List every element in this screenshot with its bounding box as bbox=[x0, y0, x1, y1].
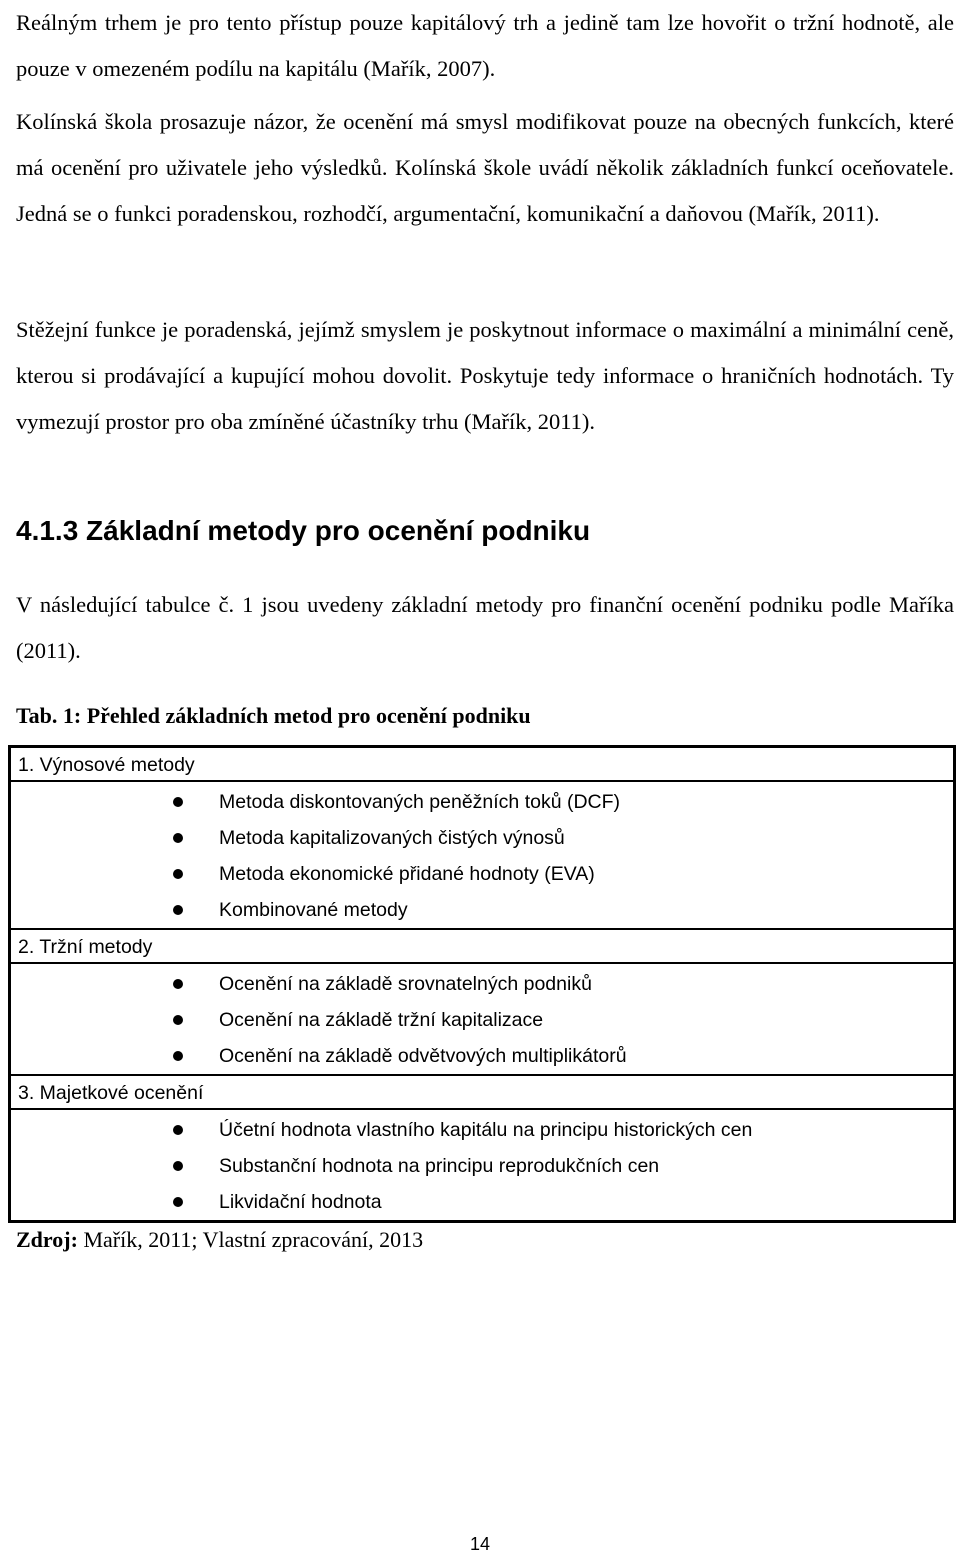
paragraph-table-intro: V následující tabulce č. 1 jsou uvedeny základní metody pro finanční ocenění podniku podle Maříka (2011). bbox=[16, 592, 954, 663]
table-group-header: 1. Výnosové metody bbox=[11, 748, 953, 782]
list-item bbox=[11, 966, 953, 1002]
bullet-icon bbox=[173, 979, 183, 989]
table-source bbox=[16, 1223, 423, 1257]
section-heading: 4.1.3 Základní metody pro ocenění podniku bbox=[16, 515, 591, 546]
bullet-icon bbox=[173, 905, 183, 915]
bullet-icon bbox=[173, 1015, 183, 1025]
list-item-label: Metoda ekonomické přidané hodnoty (EVA) bbox=[219, 863, 595, 885]
bullet-icon bbox=[173, 833, 183, 843]
paragraph-cologne-school: Kolínská škola prosazuje názor, že ocenění má smysl modifikovat pouze na obecných funkcích, které má ocenění pro uživatele jeho výsledků. Kolínská škole uvádí několik základních funkcí oceňovatele. Jedná se o funkci poradenskou, rozhodčí, argumentační, komunikační a daňovou (Mařík, 2011). bbox=[16, 109, 954, 226]
bullet-icon bbox=[173, 1125, 183, 1135]
table-group-body bbox=[11, 966, 953, 1076]
paragraph-capital-market: Reálným trhem je pro tento přístup pouze kapitálový trh a jedině tam lze hovořit o tržní hodnotě, ale pouze v omezeném podílu na kapitálu (Mařík, 2007). bbox=[16, 10, 954, 81]
bullet-icon bbox=[173, 1051, 183, 1061]
list-item bbox=[11, 784, 953, 820]
list-item bbox=[11, 1002, 953, 1038]
table-group-header: 2. Tržní metody bbox=[11, 930, 953, 964]
paragraph-advisory-function: Stěžejní funkce je poradenská, jejímž smyslem je poskytnout informace o maximální a minimální ceně, kterou si prodávající a kupující mohou dovolit. Poskytuje tedy informace o hraničních hodnotách. Ty vymezují prostor pro oba zmíněné účastníky trhu (Mařík, 2011). bbox=[16, 317, 954, 434]
table-group-body bbox=[11, 1112, 953, 1220]
list-item-label: Likvidační hodnota bbox=[219, 1191, 382, 1213]
table-caption: Tab. 1: Přehled základních metod pro ocenění podniku bbox=[16, 703, 531, 728]
list-item-label: Substanční hodnota na principu reprodukčních cen bbox=[219, 1155, 660, 1177]
list-item bbox=[11, 1148, 953, 1184]
list-item-label: Kombinované metody bbox=[219, 899, 408, 921]
page-number: 14 bbox=[469, 1534, 491, 1554]
list-item-label: Ocenění na základě odvětvových multiplikátorů bbox=[219, 1045, 627, 1067]
bullet-icon bbox=[173, 1197, 183, 1207]
bullet-icon bbox=[173, 797, 183, 807]
table-group-body bbox=[11, 784, 953, 930]
list-item bbox=[11, 1112, 953, 1148]
list-item bbox=[11, 892, 953, 928]
list-item bbox=[11, 820, 953, 856]
list-item-label: Účetní hodnota vlastního kapitálu na principu historických cen bbox=[219, 1119, 753, 1141]
list-item-label: Ocenění na základě tržní kapitalizace bbox=[219, 1009, 544, 1031]
source-label: Zdroj: bbox=[16, 1227, 78, 1252]
table-group-header: 3. Majetkové ocenění bbox=[11, 1076, 953, 1110]
list-item bbox=[11, 1038, 953, 1074]
bullet-icon bbox=[173, 1161, 183, 1171]
list-item-label: Metoda diskontovaných peněžních toků (DCF) bbox=[219, 791, 621, 813]
list-item-label: Metoda kapitalizovaných čistých výnosů bbox=[219, 827, 565, 849]
bullet-icon bbox=[173, 869, 183, 879]
source-text: Mařík, 2011; Vlastní zpracování, 2013 bbox=[77, 1227, 424, 1252]
list-item bbox=[11, 856, 953, 892]
valuation-methods-table bbox=[8, 745, 956, 1223]
list-item-label: Ocenění na základě srovnatelných podniků bbox=[219, 973, 592, 995]
list-item bbox=[11, 1184, 953, 1220]
